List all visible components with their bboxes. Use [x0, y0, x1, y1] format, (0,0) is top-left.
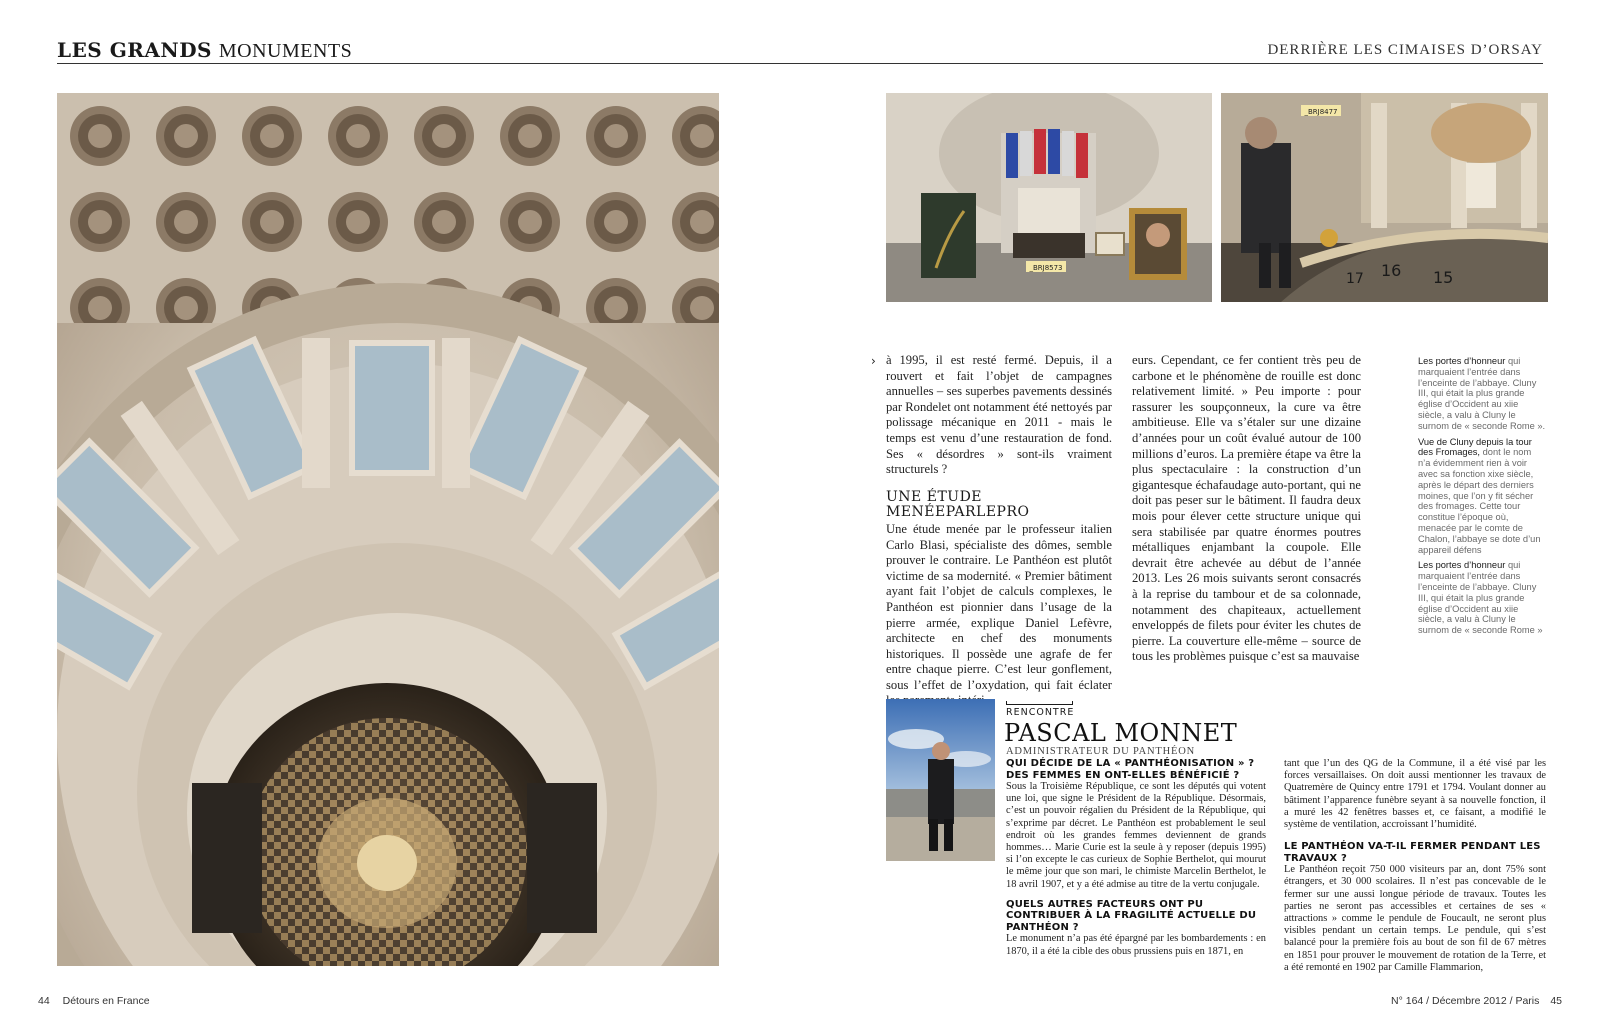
page-number-left: 44 — [38, 995, 50, 1007]
issue-info: N° 164 / Décembre 2012 / Paris — [1391, 995, 1540, 1007]
interview-answer: tant que l’un des QG de la Commune, il a été visé par les forces versaillaises. On doit aussi mentionner les travaux de Quatremère de Quincy entre 1791 et 1794. Voulant donner au bâtiment l’apparence funèbre seyant à sa nouvelle fonction, il a muré les 42 fenêtres basses et, ce faisant, a modifié le système de ventilation, accroissant l’humidité. — [1284, 758, 1546, 831]
interview-column-1 — [1006, 758, 1266, 958]
caption-body: qui marquaient l’entrée dans l’enceinte de l’abbaye. Cluny III, qui était la plus grande église d’Occident au xiie siècle, a valu à Cluny le surnom de « seconde Rome » — [1418, 560, 1543, 636]
header-rule — [57, 63, 1543, 64]
interviewee-name: PASCAL MONNET — [1004, 719, 1238, 747]
interviewee-portrait — [886, 699, 995, 861]
article-body: Une étude menée par le professeur italien Carlo Blasi, spécialiste des dômes, semble prouver le contraire. Le Panthéon est plutôt victime de sa modernité. « Premier bâtiment ayant fait l’objet de calculs complexes, le Panthéon est pionnier dans l’usage de la pierre armée, explique Daniel Lefèvre, architecte en chef des monuments historiques. Il possède une agrafe de fer entre chaque pierre. C’est leur gonflement, sous l’effet de l’oxydation, qui fait éclater — [886, 521, 1112, 692]
continue-arrow-icon: › — [871, 354, 876, 368]
interview-answer: Sous la Troisième République, ce sont les députés qui votent une loi, que signe le Président de la République. Désormais, c’est un pouvoir régalien du Président de la République, qui s’exprime par décret. Le Panthéon est probablement le seul endroit où les grandes femmes deviennent de grands hommes… Marie Curie est la seule à y reposer (depuis 1995) si l’on excepte le cas curieux de Sophie Berthelot, qui mourut le même jour que son mari, le chimiste Marcelin Berthelot, le 18 avril 1907, et y a été admise au titre de la vertu conjugale. — [1006, 781, 1266, 890]
article-column-1 — [886, 353, 1112, 709]
caption — [1418, 437, 1546, 556]
interview-answer: Le monument n’a pas été épargné par les bombardements : en 1870, il a été la cible des obus prussiens puis en 1871, en — [1006, 933, 1266, 957]
caption — [1418, 356, 1546, 432]
pendulum-number: 16 — [1381, 261, 1402, 280]
foucault-pendulum-photo — [1221, 93, 1548, 302]
interview-tag: RENCONTRE — [1006, 704, 1073, 718]
caption-head: Les portes d’honneur — [1418, 356, 1506, 366]
pendulum-number: 17 — [1346, 271, 1364, 287]
section-title-bold: LES GRANDS — [57, 38, 212, 62]
interview-answer: Le Panthéon reçoit 750 000 visiteurs par an, dont 75% sont étrangers, et 30 000 scolaires. Il n’est pas concevable de le fermer sur une aussi longue période de travaux. Toutes les parties ne seront pas accessibles et certaines de ses « attractions » comme le pendule de Foucault, ne seront plus visibles pendant un certain temps. Le pendule, qui s’est balancé pour la première fois au bout de son fil de 67 mètres en 1851 pour prouver le mouvement de rotation de la Terre, et a été remonté en 1902 par Camille Flammarion, — [1284, 864, 1546, 973]
caption-body: qui marquaient l’entrée dans l’enceinte de l’abbaye. Cluny III, qui était la plus grande église d’Occident au xiie siècle, a valu à Cluny le surnom de « seconde Rome ». — [1418, 356, 1546, 431]
interview-question: LE PANTHÉON VA-T-IL FERMER PENDANT LES TRAVAUX ? — [1284, 841, 1541, 864]
section-title — [57, 38, 352, 63]
page-number-right: 45 — [1550, 995, 1562, 1007]
section-subtitle: DERRIÈRE LES CIMAISES D’ORSAY — [1267, 42, 1543, 58]
interview-column-2 — [1284, 758, 1546, 974]
caption-body: dont le nom n’a évidemment rien à voir avec sa fonction xixe siècle, après le départ des derniers moines, que l’on y fit sécher des fromages. Cette tour constitue l’époque où, menacée par le comte de Chalon, l’abbaye se dote d’un appareil défens — [1418, 447, 1541, 555]
photo2-label: _BRJ8477 — [1304, 108, 1338, 116]
caption — [1418, 560, 1546, 636]
footer-right — [1391, 995, 1562, 1007]
footer-left — [38, 995, 150, 1007]
tomb-photo — [886, 93, 1212, 302]
article-body-continued: eurs. Cependant, ce fer contient très peu de carbone et le phénomène de rouille est donc relativement limité. » Peu importe : pour rassurer les soupçonneux, la cure va être ambitieuse. Elle va s’étaler sur une dizaine d’années pour un coût évalué autour de 100 millions d’euros. La première étape va être la plus spectaculaire : la construction d’un gigantesque échafaudage auto-portant, qui ne doit pas peser sur le bâtiment. Il faudra deux mois pour élever cette structure unique qui sera stabilisée par quatre énormes poutres métalliques enjambant la coupole. Elle devrait être achevée au début de l’année 2013. Les 26 mois suivants seront consacrés à la reprise du tambour et de sa colonnade, notamment des chapiteaux, actuellement enveloppés de filets pour éviter les chutes de pierre. La couverture elle-même – source de tous les problèmes puisque c’est sa mauvaise — [1132, 353, 1361, 664]
interview-question: QUELS AUTRES FACTEURS ONT PU CONTRIBUER À LA FRAGILITÉ ACTUELLE DU PANTHÉON ? — [1006, 898, 1257, 933]
caption-head: Vue de Cluny depuis la tour des Fromages, — [1418, 436, 1532, 458]
interview-question: QUI DÉCIDE DE LA « PANTHÉONISATION » ? DES FEMMES EN ONT-ELLES BÉNÉFICIÉ ? — [1006, 758, 1255, 781]
interviewee-role: ADMINISTRATEUR DU PANTHÉON — [1006, 746, 1195, 757]
photo-captions — [1418, 356, 1546, 641]
section-title-light: MONUMENTS — [218, 40, 353, 62]
article-subhead: UNE ÉTUDE MENÉEPARLEPRO — [886, 488, 1030, 521]
pendulum-number: 15 — [1433, 268, 1454, 287]
caption-head: Les portes d’honneur — [1418, 560, 1506, 571]
article-column-2 — [1132, 353, 1361, 665]
article-intro: à 1995, il est resté fermé. Depuis, il a rouvert et fait l’objet de campagnes annuelles – ses superbes pavements dessinés par Rondelet ont notamment été nettoyés par polissage mécanique en 2011 - mais le temps est venu d’une restauration de fond. Ses « désordres » sont-ils vraiment structurels ? — [886, 353, 1112, 477]
magazine-title: Détours en France — [62, 995, 150, 1007]
photo1-label: _BRJ8573 — [1029, 264, 1063, 272]
pantheon-dome-photo — [57, 93, 719, 966]
